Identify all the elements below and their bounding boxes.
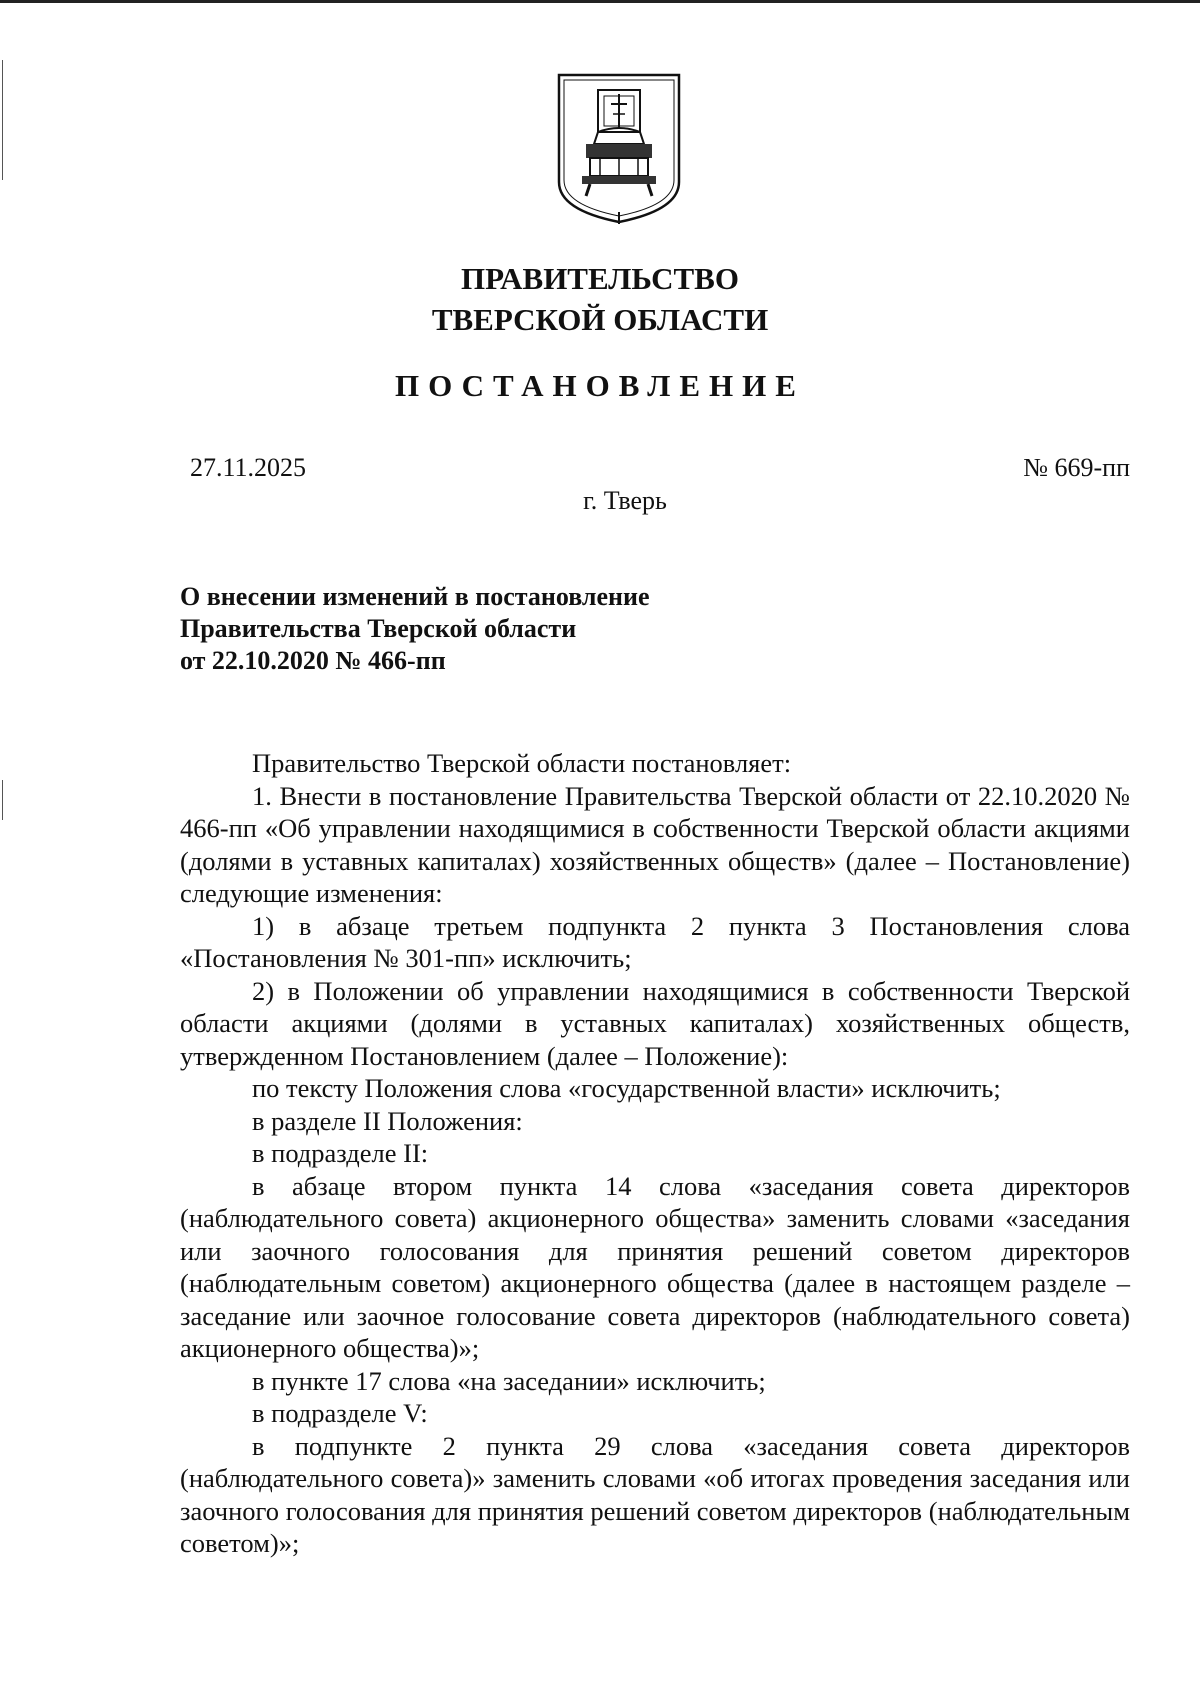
- government-title: [300, 258, 900, 340]
- scan-edge: [0, 0, 1200, 3]
- scan-edge-left-2: [2, 780, 3, 820]
- document-type: ПОСТАНОВЛЕНИЕ: [395, 368, 805, 403]
- body-paragraph: в пункте 17 слова «на заседании» исключить;: [252, 1365, 766, 1396]
- subject-line2: Правительства Тверской области: [180, 614, 577, 643]
- body-paragraph: в подпункте 2 пункта 29 слова «заседания совета директоров (наблюдательного совета)» заменить словами «об итогах проведения заседания или заочного голосования для принятия решений советом директоров (наблюдательным советом)»;: [180, 1430, 1130, 1558]
- coat-of-arms-emblem-icon: [556, 72, 682, 224]
- document-number: № 669-пп: [1023, 453, 1130, 482]
- document-body: [180, 747, 1130, 1560]
- body-paragraph: в разделе II Положения:: [252, 1105, 523, 1136]
- body-paragraph: по тексту Положения слова «государственной власти» исключить;: [252, 1073, 1001, 1103]
- document-city: г. Тверь: [583, 486, 667, 515]
- document-subject: [180, 581, 650, 677]
- body-paragraph: Правительство Тверской области постановляет:: [252, 748, 792, 778]
- body-paragraph: 2) в Положении об управлении находящимися в собственности Тверской области акциями (долями в уставных капиталах) хозяйственных обществ, утвержденном Постановлением (далее – Положение):: [180, 975, 1130, 1071]
- body-paragraph: в подразделе II:: [252, 1138, 429, 1168]
- subject-line3: от 22.10.2020 № 466-пп: [180, 646, 446, 675]
- body-paragraph: 1) в абзаце третьем подпункта 2 пункта 3 Постановления слова «Постановления № 301-пп» исключить;: [180, 910, 1130, 973]
- body-paragraph: 1. Внести в постановление Правительства Тверской области от 22.10.2020 № 466-пп «Об управлении находящимися в собственности Тверской области акциями (долями в уставных капиталах) хозяйственных обществ» (далее – Постановление) следующие изменения:: [180, 780, 1130, 908]
- scan-edge-left: [2, 60, 3, 180]
- government-title-line1: ПРАВИТЕЛЬСТВО: [461, 261, 739, 296]
- government-title-line2: ТВЕРСКОЙ ОБЛАСТИ: [431, 302, 769, 337]
- body-paragraph: в подразделе V:: [252, 1398, 428, 1428]
- document-date: 27.11.2025: [190, 453, 307, 482]
- subject-line1: О внесении изменений в постановление: [180, 582, 650, 611]
- body-paragraph: в абзаце втором пункта 14 слова «заседания совета директоров (наблюдательного совета) акционерного общества» заменить словами «заседания или заочного голосования для принятия решений советом директоров (наблюдательным советом) акционерного общества (далее в настоящем разделе – заседание или заочное голосование совета директоров (наблюдательного совета) акционерного общества)»;: [180, 1170, 1130, 1363]
